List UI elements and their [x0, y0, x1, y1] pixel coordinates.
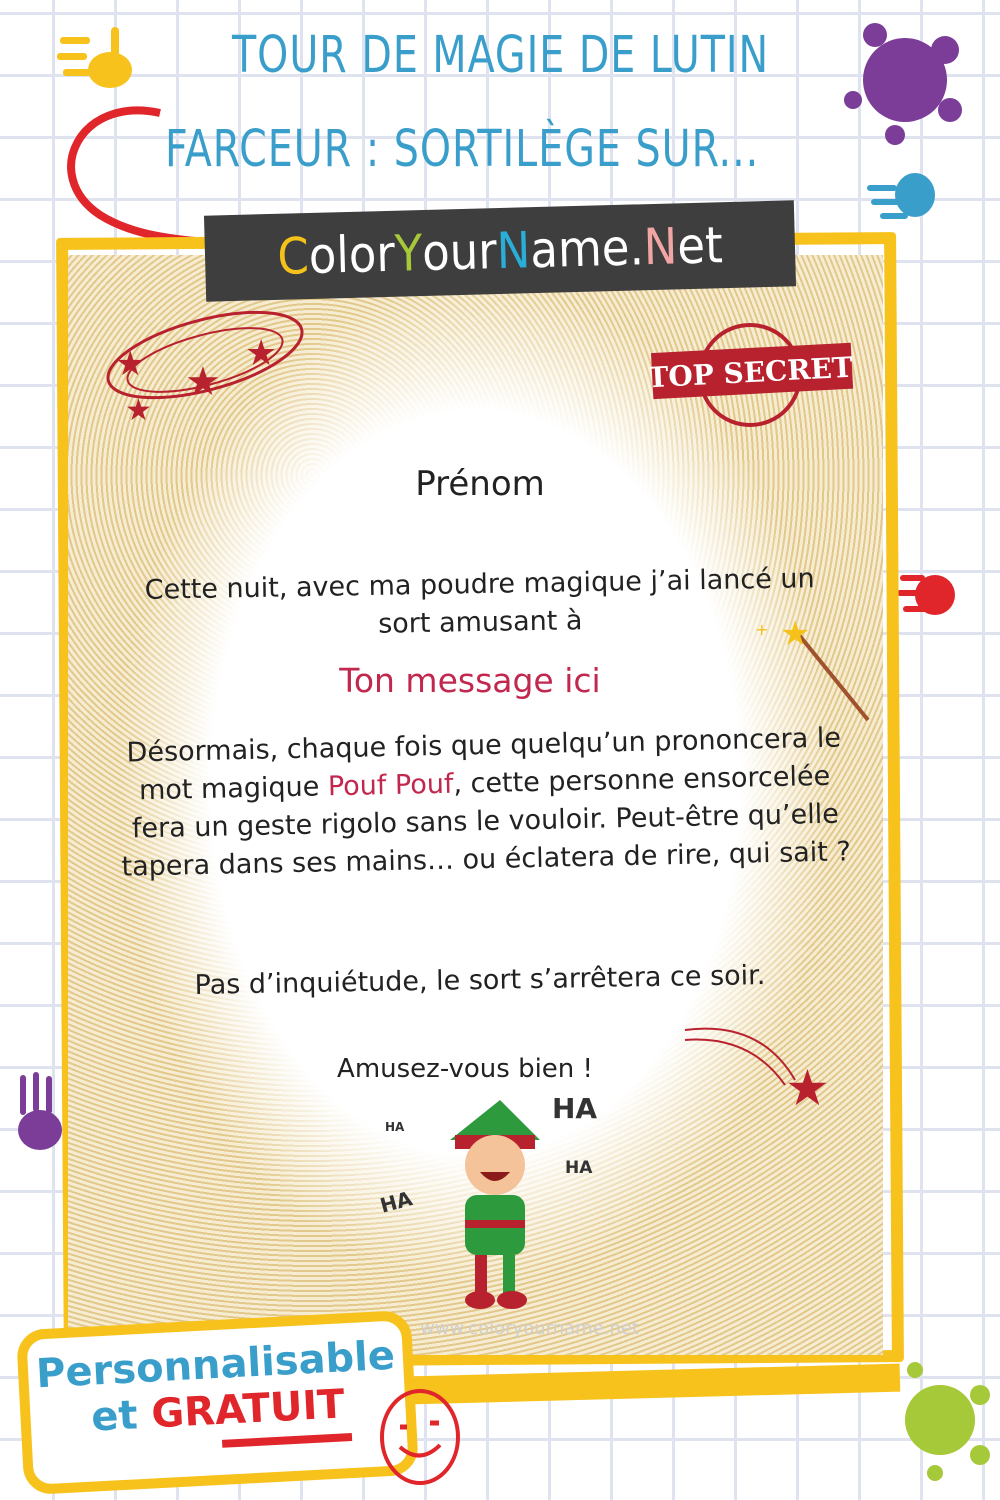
brand-text: our [421, 222, 498, 283]
recipient-name: Prénom [415, 464, 545, 504]
green-splat-icon [885, 1355, 1000, 1485]
laugh-text: HA [385, 1120, 405, 1134]
badge-line1: Personnalisable [35, 1332, 397, 1398]
brand-letter: C [276, 227, 310, 286]
top-secret-stamp [650, 320, 855, 430]
body-after: , cette personne ensorcelée fera un geste rigolo sans le vouloir. Peut-être qu’elle tapera dans ses mains… ou éclatera de rire, qui sait ? [121, 760, 852, 883]
closing-text: Amusez-vous bien ! [337, 1054, 593, 1084]
underline [222, 1433, 352, 1448]
svg-text:★: ★ [785, 1059, 830, 1110]
page-title-line1: TOUR DE MAGIE DE LUTIN [232, 26, 770, 85]
page-title-line2: FARCEUR : SORTILÈGE SUR... [165, 120, 760, 179]
blue-hand-icon [865, 165, 945, 235]
stars-orbit-icon [95, 295, 315, 425]
badge-et: et [90, 1392, 139, 1441]
free-badge [16, 1310, 419, 1495]
svg-text:+: + [755, 620, 769, 639]
laughing-elf-icon [430, 1090, 560, 1320]
brand-text: et [676, 216, 724, 276]
laugh-text: HA [377, 1186, 415, 1218]
laugh-text: HA [552, 1092, 598, 1125]
target-message: Ton message ici [339, 661, 601, 700]
badge-gratuit: GRATUIT [150, 1381, 346, 1438]
magic-word: Pouf Pouf [327, 768, 454, 803]
reassure-text: Pas d’inquiétude, le sort s’arrêtera ce soir. [194, 960, 766, 1001]
magic-wand-icon [750, 605, 875, 725]
body-before: Désormais, chaque fois que quelqu’un prononcera le mot magique [126, 722, 842, 807]
body-text [118, 719, 851, 886]
red-hand-icon [895, 560, 965, 630]
brand-letter: N [642, 217, 679, 277]
svg-text:★: ★ [780, 614, 811, 654]
yellow-stripe [410, 1364, 901, 1405]
brand-letter: N [495, 221, 532, 281]
brand-letter: Y [394, 224, 423, 283]
brand-text: olor [308, 224, 396, 285]
svg-text:★: ★ [185, 359, 221, 405]
purple-splat-icon [835, 10, 975, 150]
shooting-star-icon [680, 1020, 840, 1110]
intro-text: Cette nuit, avec ma poudre magique j’ai lancé un sort amusant à [144, 563, 815, 640]
stamp-text: TOP SECRET [650, 350, 854, 395]
brand-text: ame. [529, 218, 645, 280]
brand-banner [204, 200, 796, 301]
svg-text:★: ★ [115, 344, 146, 384]
svg-text:★: ★ [245, 333, 278, 374]
laugh-text: HA [565, 1158, 593, 1178]
smiley-icon [375, 1385, 470, 1490]
yellow-hand-icon [55, 25, 140, 95]
watermark: www.coloryourname.net [420, 1318, 640, 1339]
svg-text:★: ★ [125, 393, 152, 425]
